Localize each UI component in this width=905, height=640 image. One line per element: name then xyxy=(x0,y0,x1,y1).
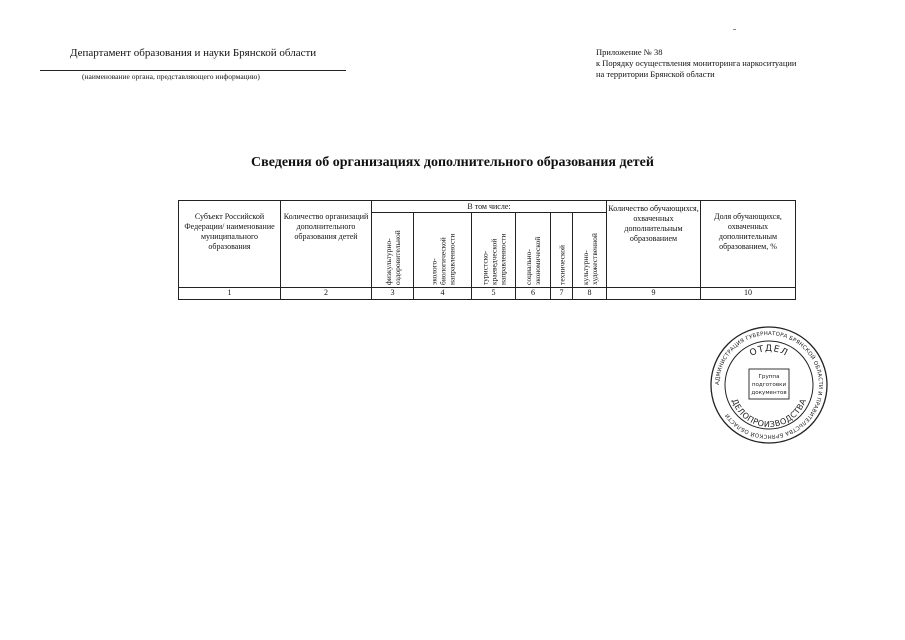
stamp-center-line-2: подготовки xyxy=(751,382,787,388)
column-number: 1 xyxy=(179,288,281,300)
department-underline xyxy=(40,70,346,71)
appendix-note xyxy=(596,47,796,80)
scan-mark xyxy=(733,29,736,30)
subheader-sport-label: физкультурно-оздоровительной xyxy=(383,230,402,285)
subheader-social xyxy=(516,213,551,288)
subheader-arts-label: культурно-художественной xyxy=(580,233,599,285)
subheader-eco xyxy=(414,213,472,288)
subheader-eco-label: эколого-биологической направленности xyxy=(429,233,456,285)
subheader-sport xyxy=(372,213,414,288)
header-org-count: Количество организаций дополнительного образования детей xyxy=(281,201,372,288)
header-subject: Субъект Российской Федерации/ наименование муниципального образования xyxy=(179,201,281,288)
column-number: 3 xyxy=(372,288,414,300)
appendix-line-1: Приложение № 38 xyxy=(596,47,663,57)
header-including: В том числе: xyxy=(372,201,607,213)
stamp-ring-text: АДМИНИСТРАЦИЯ ГУБЕРНАТОРА БРЯНСКОЙ ОБЛАСТИ И ПРАВИТЕЛЬСТВА БРЯНСКОЙ ОБЛАСТИ xyxy=(714,330,824,440)
department-name: Департамент образования и науки Брянской области xyxy=(70,47,317,59)
subheader-arts xyxy=(573,213,607,288)
column-number-row xyxy=(179,288,796,300)
column-number: 10 xyxy=(701,288,796,300)
column-number: 2 xyxy=(281,288,372,300)
column-number: 8 xyxy=(573,288,607,300)
stamp-center-line-3: документов xyxy=(751,390,787,396)
column-number: 9 xyxy=(607,288,701,300)
subheader-technical xyxy=(551,213,573,288)
column-number: 6 xyxy=(516,288,551,300)
data-table xyxy=(178,200,796,300)
subheader-technical-label: технической xyxy=(557,245,566,285)
svg-text:ОТДЕЛ xyxy=(748,344,790,359)
column-number: 5 xyxy=(472,288,516,300)
appendix-line-3: на территории Брянской области xyxy=(596,69,715,79)
stamp-center-line-1: Группа xyxy=(758,374,780,380)
column-number: 7 xyxy=(551,288,573,300)
column-number: 4 xyxy=(414,288,472,300)
header-students: Количество обучающихся, охваченных дополнительным образованием xyxy=(607,201,701,288)
document-title: Сведения об организациях дополнительного образования детей xyxy=(251,155,654,170)
stamp-bottom-text: ДЕЛОПРОИЗВОДСТВА xyxy=(729,397,809,430)
stamp-top-text: ОТДЕЛ xyxy=(748,343,790,359)
appendix-line-2: к Порядку осуществления мониторинга наркоситуации xyxy=(596,58,797,68)
svg-text:ДЕЛОПРОИЗВОДСТВА xyxy=(730,397,808,429)
subheader-tourism-label: туристско-краеведческой направленности xyxy=(480,233,507,285)
subheader-tourism xyxy=(472,213,516,288)
department-caption: (наименование органа, представляющего информацию) xyxy=(82,72,260,81)
header-share: Доля обучающихся, охваченных дополнительным образованием, % xyxy=(701,201,796,288)
official-stamp xyxy=(708,324,830,446)
subheader-social-label: социально-экономической xyxy=(524,236,542,285)
